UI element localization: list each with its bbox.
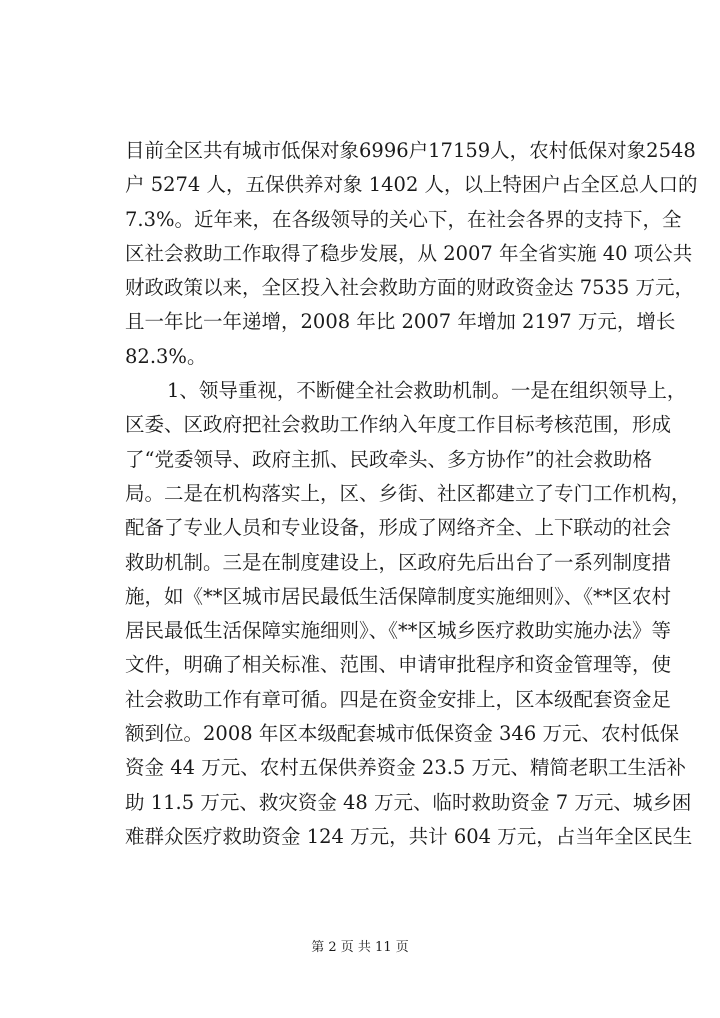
text-line: 社会救助工作有章可循。四是在资金安排上，区本级配套资金足 xyxy=(125,687,672,711)
text-line: 居民最低生活保障实施细则》、《**区城乡医疗救助实施办法》等 xyxy=(125,619,672,643)
text-line: 财政政策以来，全区投入社会救助方面的财政资金达 7535 万元， xyxy=(125,276,695,300)
text-line: 难群众医疗救助资金 124 万元，共计 604 万元，占当年全区民生 xyxy=(125,824,693,848)
text-line: 户 5274 人，五保供养对象 1402 人，以上特困户占全区总人口的 xyxy=(125,173,698,197)
text-line: 目前全区共有城市低保对象6996户17159人，农村低保对象2548 xyxy=(125,139,696,162)
text-line: 区社会救助工作取得了稳步发展，从 2007 年全省实施 40 项公共 xyxy=(125,241,693,265)
text-line: 区委、区政府把社会救助工作纳入年度工作目标考核范围，形成 xyxy=(125,413,672,437)
page-number-footer: 第 2 页 共 11 页 xyxy=(311,940,409,955)
text-line: 救助机制。三是在制度建设上，区政府先后出台了一系列制度措 xyxy=(125,550,672,574)
text-line: 且一年比一年递增，2008 年比 2007 年增加 2197 万元，增长 xyxy=(125,310,676,334)
text-line: 施，如《**区城市居民最低生活保障制度实施细则》、《**区农村 xyxy=(125,584,672,608)
text-line: 局。二是在机构落实上，区、乡街、社区都建立了专门工作机构， xyxy=(125,481,691,505)
text-line: 资金 44 万元、农村五保供养资金 23.5 万元、精简老职工生活补 xyxy=(125,756,687,780)
text-line: 配备了专业人员和专业设备，形成了网络齐全、上下联动的社会 xyxy=(125,516,672,540)
text-line: 1、领导重视，不断健全社会救助机制。一是在组织领导上， xyxy=(167,379,687,403)
body-text xyxy=(125,134,698,854)
text-line: 了“党委领导、政府主抓、民政牵头、多方协作”的社会救助格 xyxy=(125,447,652,471)
text-line: 助 11.5 万元、救灾资金 48 万元、临时救助资金 7 万元、城乡困 xyxy=(125,790,692,814)
text-line: 额到位。2008 年区本级配套城市低保资金 346 万元、农村低保 xyxy=(125,722,679,746)
text-line: 7.3%。近年来，在各级领导的关心下，在社会各界的支持下，全 xyxy=(125,207,682,231)
text-line: 82.3%。 xyxy=(125,344,207,368)
text-line: 文件，明确了相关标准、范围、申请审批程序和资金管理等，使 xyxy=(125,653,672,677)
